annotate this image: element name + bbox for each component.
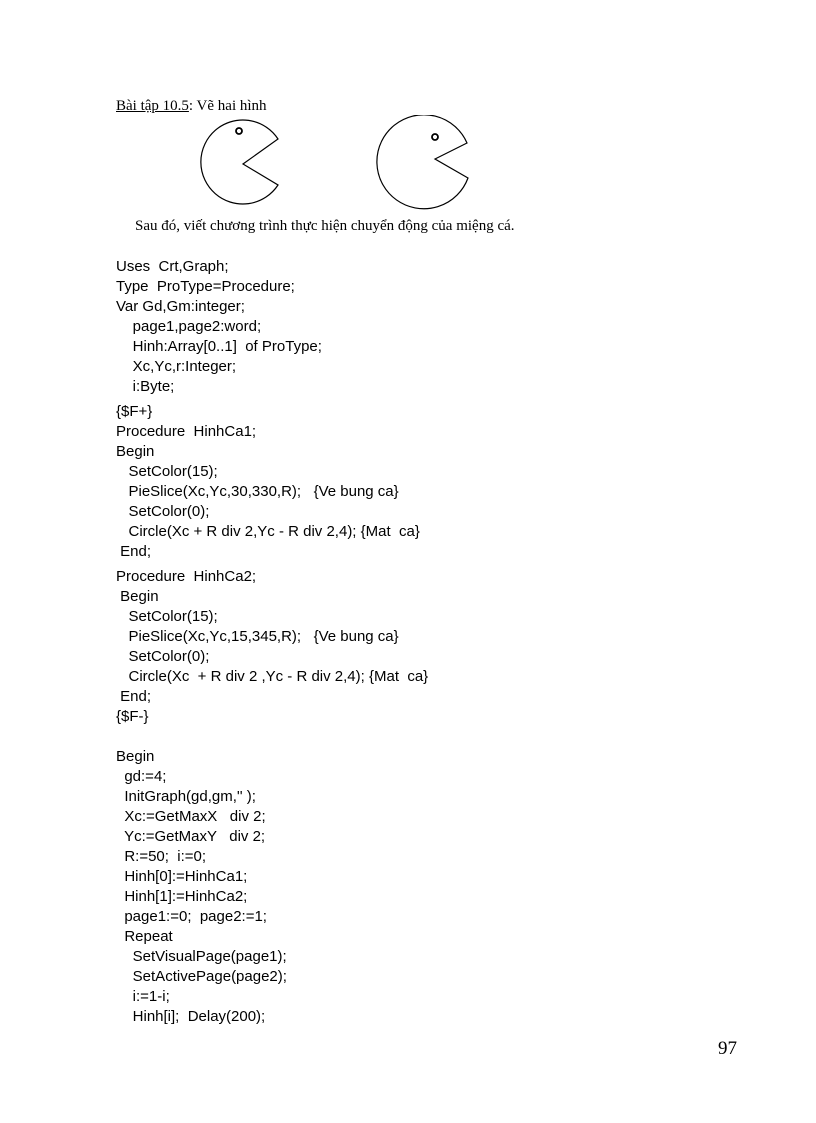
code-line: {$F+}	[116, 403, 153, 420]
code-line: End;	[116, 543, 152, 560]
fish-figure-1	[201, 120, 278, 204]
code-line: Begin	[116, 748, 155, 765]
code-line: Hinh[i]; Delay(200);	[116, 1008, 266, 1025]
code-line: Circle(Xc + R div 2 ,Yc - R div 2,4); {Mat ca}	[116, 668, 429, 685]
code-line: Xc,Yc,r:Integer;	[116, 358, 237, 375]
fish-figure-2	[377, 115, 468, 209]
exercise-description: Sau đó, viết chương trình thực hiện chuyển động của miệng cá.	[135, 218, 515, 234]
code-line: Type ProType=Procedure;	[116, 278, 295, 295]
code-line: End;	[116, 688, 152, 705]
code-line: Hinh[0]:=HinhCa1;	[116, 868, 248, 885]
code-line: {$F-}	[116, 708, 149, 725]
code-line: SetVisualPage(page1);	[116, 948, 287, 965]
exercise-title	[116, 97, 267, 115]
code-line: SetColor(0);	[116, 503, 210, 520]
code-line: PieSlice(Xc,Yc,15,345,R); {Ve bung ca}	[116, 628, 399, 645]
code-line: R:=50; i:=0;	[116, 848, 207, 865]
code-line: SetColor(0);	[116, 648, 210, 665]
code-line: Procedure HinhCa1;	[116, 423, 257, 440]
code-line: i:=1-i;	[116, 988, 170, 1005]
exercise-subtitle: : Vẽ hai hình	[188, 98, 267, 114]
exercise-label: Bài tập 10.5	[116, 98, 189, 114]
code-line: Var Gd,Gm:integer;	[116, 298, 245, 315]
code-line: Uses Crt,Graph;	[116, 258, 229, 275]
code-line: Circle(Xc + R div 2,Yc - R div 2,4); {Mat ca}	[116, 523, 420, 540]
code-line: Begin	[116, 588, 159, 605]
code-line: Yc:=GetMaxY div 2;	[116, 828, 266, 845]
code-line: Hinh:Array[0..1] of ProType;	[116, 338, 322, 355]
code-line: gd:=4;	[116, 768, 167, 785]
code-line: Begin	[116, 443, 155, 460]
code-line: i:Byte;	[116, 378, 175, 395]
code-line: Repeat	[116, 928, 173, 945]
code-line: page1,page2:word;	[116, 318, 262, 335]
page-number: 97	[718, 1038, 737, 1059]
code-line: page1:=0; page2:=1;	[116, 908, 267, 925]
code-listing	[116, 257, 428, 1027]
code-line: PieSlice(Xc,Yc,30,330,R); {Ve bung ca}	[116, 483, 399, 500]
code-line: Procedure HinhCa2;	[116, 568, 257, 585]
code-line: Xc:=GetMaxX div 2;	[116, 808, 266, 825]
code-line: SetColor(15);	[116, 608, 218, 625]
code-line: InitGraph(gd,gm,'' );	[116, 788, 256, 805]
code-line: SetActivePage(page2);	[116, 968, 287, 985]
code-line: Hinh[1]:=HinhCa2;	[116, 888, 248, 905]
code-line: SetColor(15);	[116, 463, 218, 480]
fish-figures	[180, 115, 490, 210]
